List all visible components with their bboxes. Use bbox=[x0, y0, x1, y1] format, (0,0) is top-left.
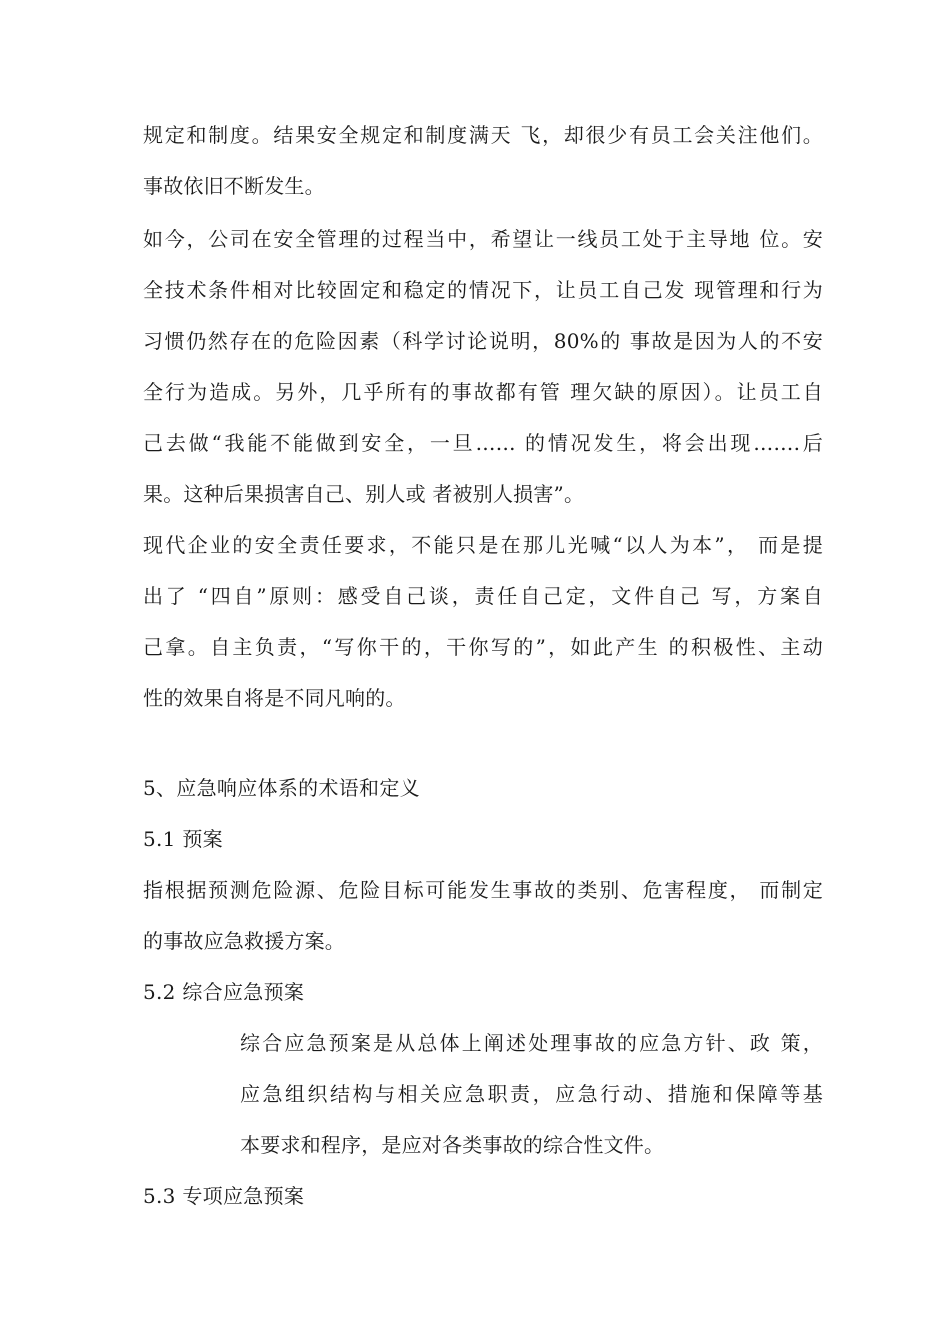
section-5-3-heading: 5.3 专项应急预案 bbox=[143, 1184, 305, 1208]
section-5-2-line-3: 本要求和程序，是应对各类事故的综合性文件。 bbox=[240, 1133, 665, 1157]
paragraph-2-line-2: 全技术条件相对比较固定和稳定的情况下，让员工自己发 现管理和行为 bbox=[143, 278, 823, 302]
section-5-heading: 5、应急响应体系的术语和定义 bbox=[143, 776, 420, 800]
paragraph-2-line-5: 己去做“我能不能做到安全，一旦…… 的情况发生，将会出现…….后 bbox=[143, 431, 823, 455]
section-5-1-line-1: 指根据预测危险源、危险目标可能发生事故的类别、危害程度， 而制定 bbox=[143, 878, 823, 902]
section-5-1-line-2: 的事故应急救援方案。 bbox=[143, 929, 345, 953]
paragraph-3-line-4: 性的效果自将是不同凡响的。 bbox=[143, 686, 406, 710]
section-5-2-heading: 5.2 综合应急预案 bbox=[143, 980, 305, 1004]
section-5-2-line-2: 应急组织结构与相关应急职责，应急行动、措施和保障等基 bbox=[240, 1082, 823, 1106]
paragraph-2-line-6: 果。这种后果损害自己、别人或 者被别人损害”。 bbox=[143, 482, 585, 506]
paragraph-2-line-1: 如今，公司在安全管理的过程当中，希望让一线员工处于主导地 位。安 bbox=[143, 227, 823, 251]
paragraph-1-line-2: 事故依旧不断发生。 bbox=[143, 174, 325, 198]
paragraph-3-line-3: 己拿。自主负责，“写你干的，干你写的”，如此产生 的积极性、主动 bbox=[143, 635, 823, 659]
section-5-2-line-1: 综合应急预案是从总体上阐述处理事故的应急方针、政 策， bbox=[240, 1031, 823, 1055]
text-line: 规定和制度。结果安全规定和制度满天 飞，却很少有员工会关注他们。 bbox=[143, 123, 823, 147]
paragraph-2-line-3: 习惯仍然存在的危险因素（科学讨论说明，80%的 事故是因为人的不安 bbox=[143, 329, 823, 353]
section-5-1-heading: 5.1 预案 bbox=[143, 827, 223, 851]
paragraph-2-line-4: 全行为造成。另外，几乎所有的事故都有管 理欠缺的原因）。让员工自 bbox=[143, 380, 823, 404]
paragraph-3-line-2: 出了 “四自”原则：感受自己谈，责任自己定，文件自己 写，方案自 bbox=[143, 584, 823, 608]
paragraph-3-line-1: 现代企业的安全责任要求，不能只是在那儿光喊“以人为本”， 而是提 bbox=[143, 533, 823, 557]
paragraph-1-line-1 bbox=[143, 122, 823, 148]
